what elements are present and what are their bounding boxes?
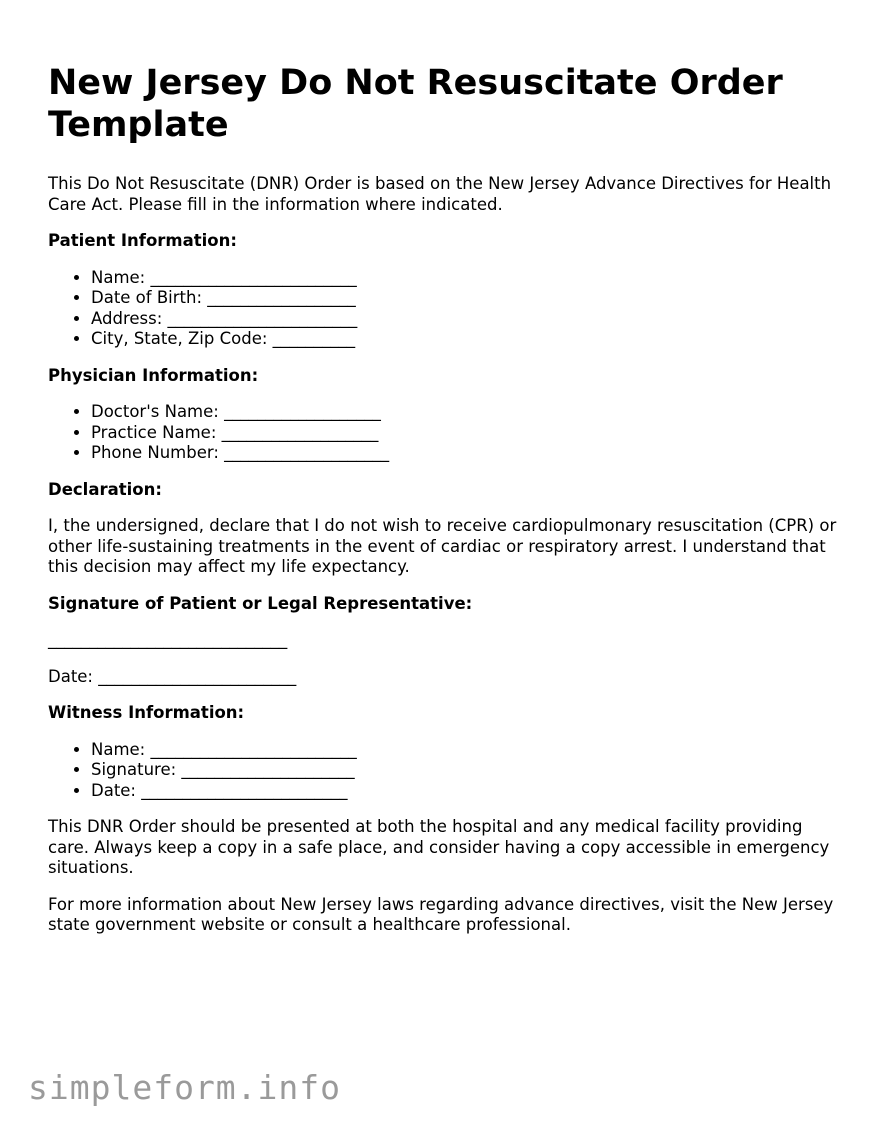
witness-info-heading: Witness Information: [48, 703, 245, 722]
patient-city-state-zip-field: • City, State, Zip Code: __________ [91, 329, 838, 350]
doctor-name-field: • Doctor's Name: ___________________ [91, 402, 838, 423]
patient-name-field: • Name: _________________________ [91, 268, 838, 289]
watermark: simpleform.info [28, 1068, 342, 1107]
patient-address-field: • Address: _______________________ [91, 309, 838, 330]
witness-date-field: • Date: _________________________ [91, 781, 838, 802]
signature-date-field: Date: ________________________ [48, 666, 297, 686]
phone-number-field: • Phone Number: ____________________ [91, 443, 838, 464]
witness-name-field: • Name: _________________________ [91, 740, 838, 761]
closing-paragraph-2: For more information about New Jersey laws regarding advance directives, visit the New Jersey state government website or consult a healthcare professional. [48, 894, 834, 934]
patient-info-heading: Patient Information: [48, 231, 237, 250]
declaration-text: I, the undersigned, declare that I do not wish to receive cardiopulmonary resuscitation (CPR) or other life-sustaining treatments in the event of cardiac or respiratory arrest. I understand that this decision may affect my life expectancy. [48, 516, 837, 576]
patient-dob-field: • Date of Birth: __________________ [91, 288, 838, 309]
practice-name-field: • Practice Name: ___________________ [91, 423, 838, 444]
signature-heading: Signature of Patient or Legal Representative: [48, 593, 473, 613]
signature-line: _____________________________ [48, 630, 288, 649]
patient-info-list [48, 268, 838, 350]
physician-info-heading: Physician Information: [48, 365, 259, 385]
witness-signature-field: • Signature: _____________________ [91, 760, 838, 781]
physician-info-list [48, 402, 838, 464]
declaration-heading: Declaration: [48, 479, 162, 499]
document-title: New Jersey Do Not Resuscitate Order Template [48, 63, 783, 145]
closing-paragraph-1: This DNR Order should be presented at both the hospital and any medical facility providing care. Always keep a copy in a safe place, and consider having a copy accessible in emergency situations. [48, 817, 830, 877]
intro-paragraph: This Do Not Resuscitate (DNR) Order is based on the New Jersey Advance Directives for Health Care Act. Please fill in the information where indicated. [48, 174, 832, 214]
document-page [48, 62, 838, 952]
witness-info-list [48, 740, 838, 802]
